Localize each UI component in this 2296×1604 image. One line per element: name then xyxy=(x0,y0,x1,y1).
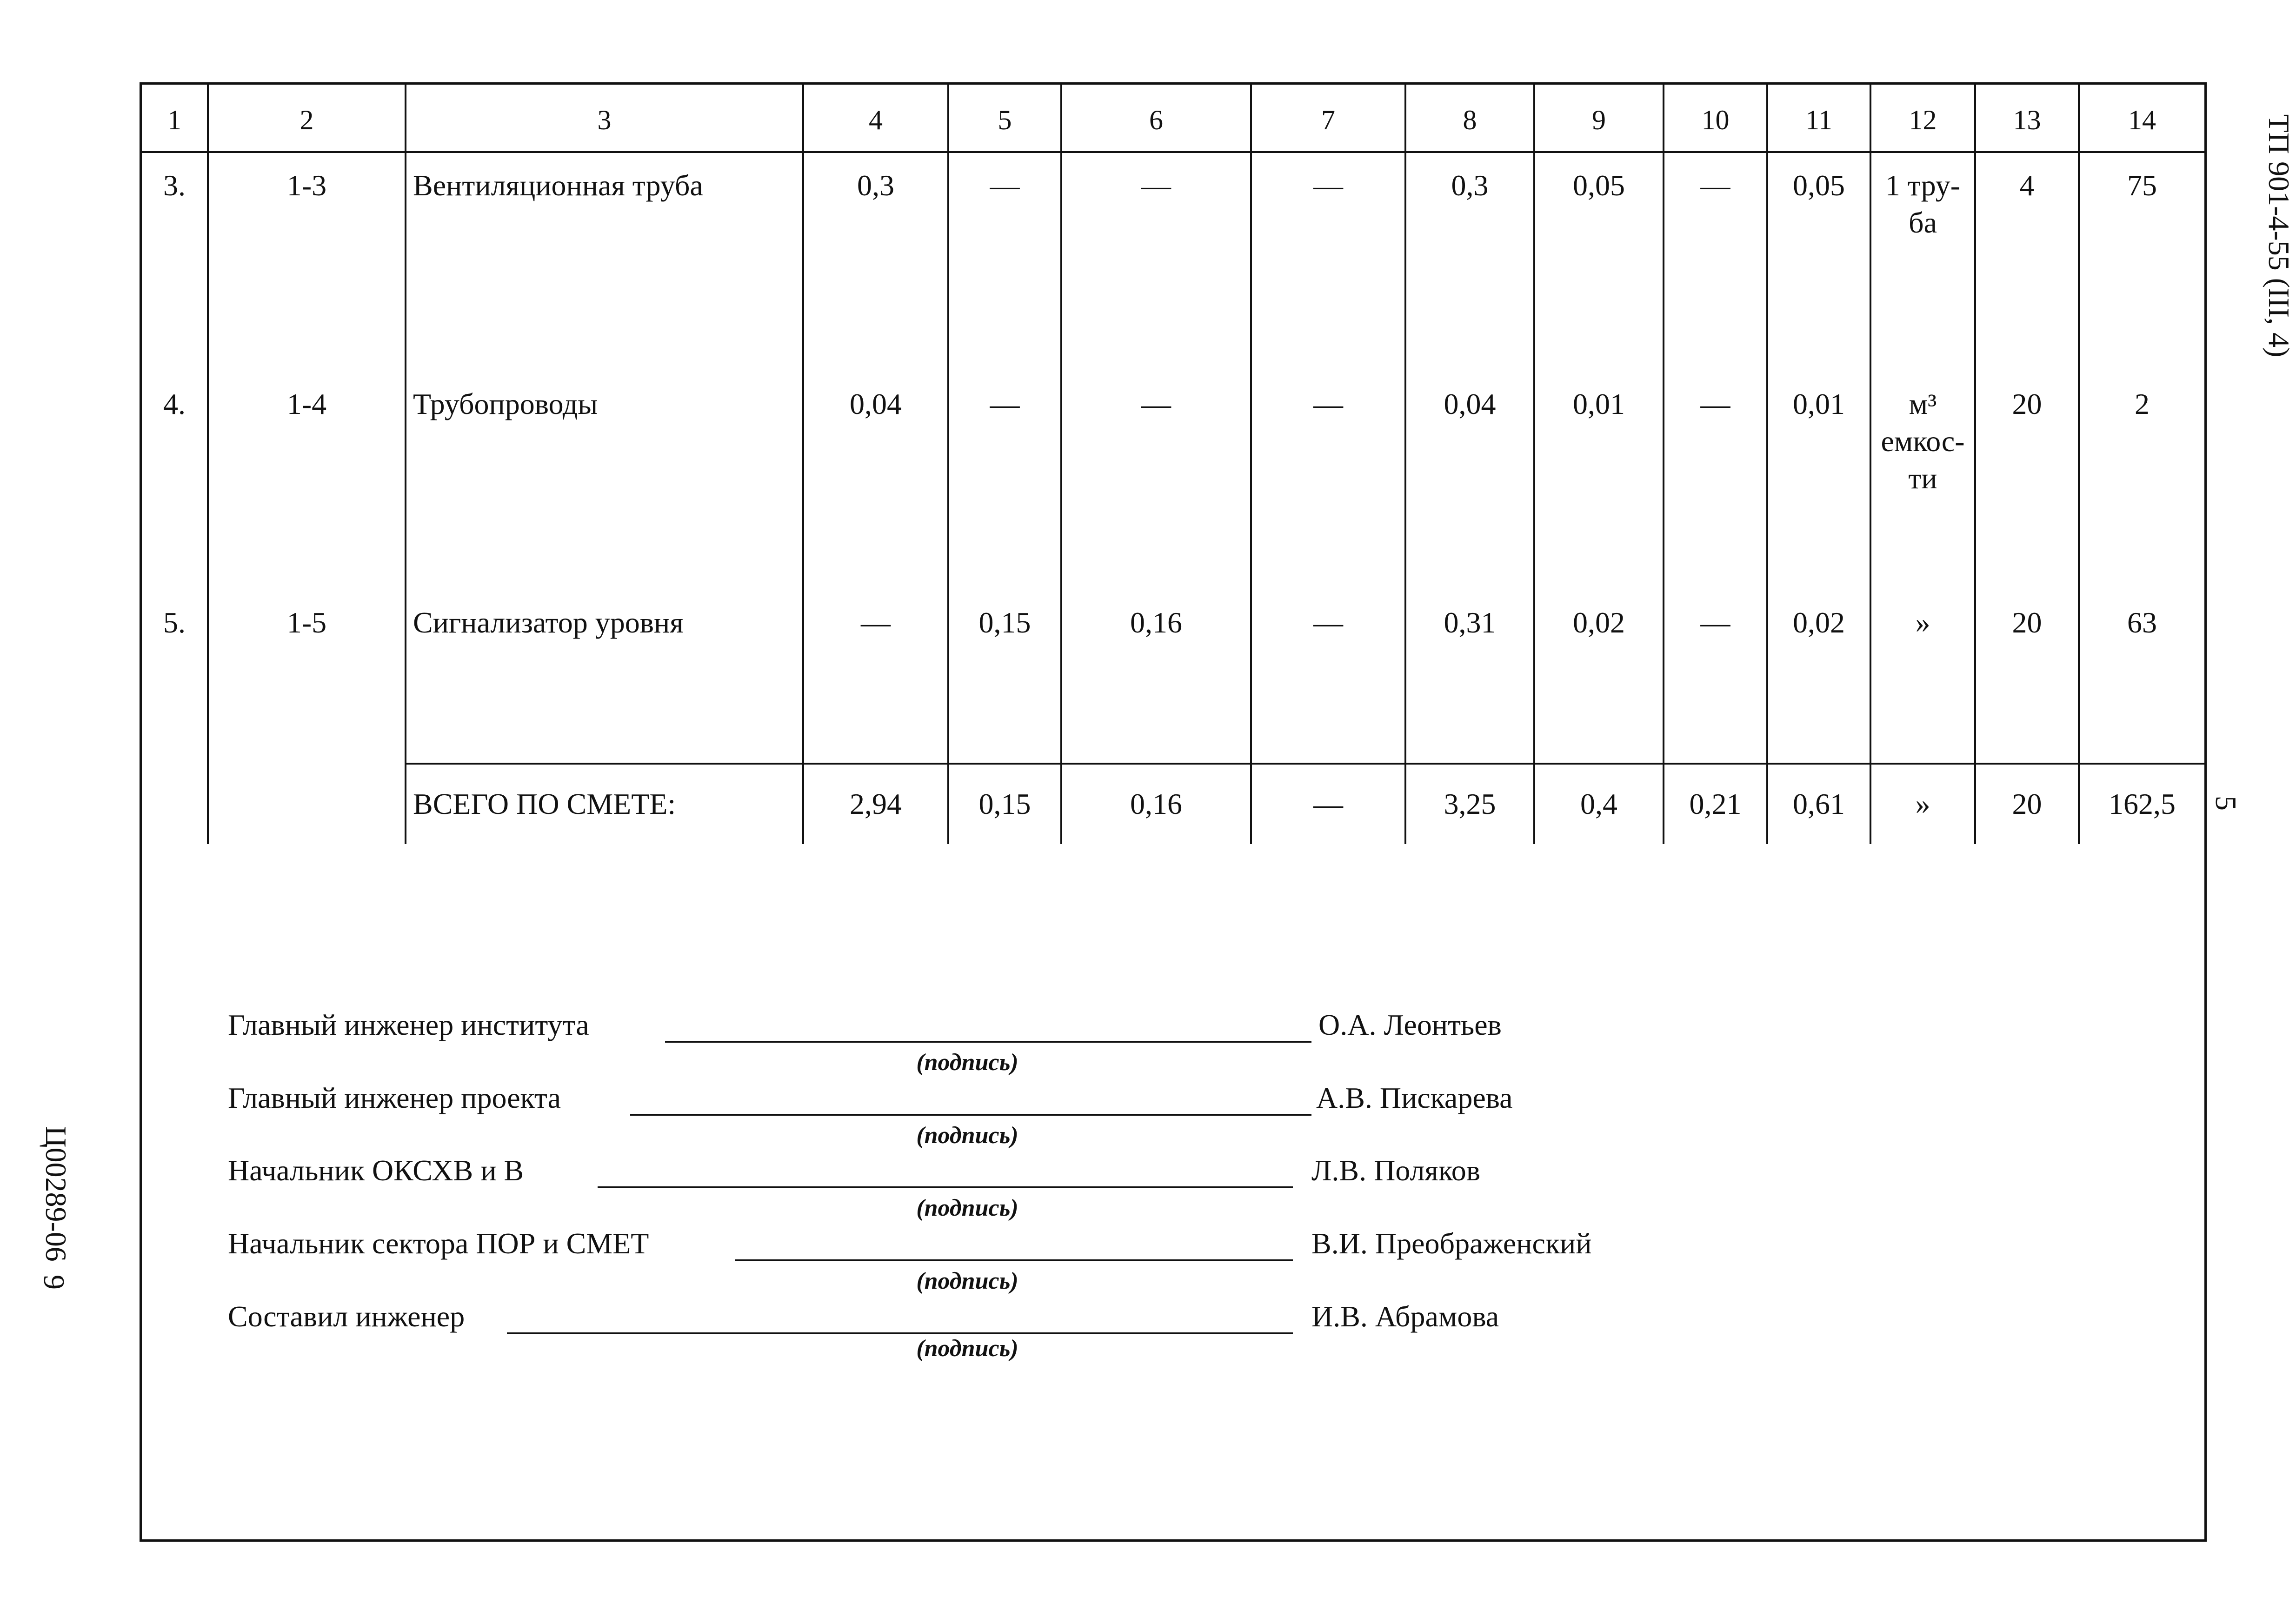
row-name: Вентиляционная труба xyxy=(413,169,703,202)
cell: — xyxy=(861,606,891,639)
unit-cell: ти xyxy=(1908,462,1937,495)
column-header: 12 xyxy=(1909,105,1937,135)
column-header: 7 xyxy=(1321,105,1335,135)
column-header: 8 xyxy=(1463,105,1477,135)
cell: 0,16 xyxy=(1130,606,1182,639)
cell: — xyxy=(1313,606,1343,639)
cell: 0,15 xyxy=(978,606,1031,639)
row-code: 1-3 xyxy=(286,169,327,202)
column-header: 4 xyxy=(869,105,883,135)
signature-line xyxy=(507,1332,1293,1334)
total-cell: 0,21 xyxy=(1689,787,1742,820)
cell: 20 xyxy=(2012,606,2042,639)
cell: 0,3 xyxy=(857,169,894,202)
cell: 0,01 xyxy=(1793,387,1845,420)
cell: — xyxy=(1141,387,1171,420)
signature-hint: (подпись) xyxy=(916,1049,1018,1076)
signature-role: Начальник сектора ПОР и СМЕТ xyxy=(228,1227,649,1260)
cell: 0,02 xyxy=(1573,606,1625,639)
signature-line xyxy=(630,1114,1311,1116)
signature-line xyxy=(735,1259,1293,1261)
signature-role: Начальник ОКСХВ и В xyxy=(228,1154,524,1187)
cell: — xyxy=(1313,387,1343,420)
row-name: Трубопроводы xyxy=(413,387,598,420)
col-line xyxy=(405,82,406,844)
cell: — xyxy=(1313,169,1343,202)
cell: 0,02 xyxy=(1793,606,1845,639)
cell: — xyxy=(1141,169,1171,202)
side-page-number: 5 xyxy=(2209,796,2243,811)
signature-hint: (подпись) xyxy=(916,1195,1018,1221)
signature-hint: (подпись) xyxy=(916,1268,1018,1294)
row-name: Сигнализатор уровня xyxy=(413,606,684,639)
cell: 0,3 xyxy=(1451,169,1489,202)
total-cell: » xyxy=(1915,787,1930,820)
total-cell: 20 xyxy=(2012,787,2042,820)
cell: — xyxy=(1700,387,1730,420)
cell: 75 xyxy=(2127,169,2157,202)
side-page-number-left: 9 xyxy=(38,1275,71,1290)
row-number: 5. xyxy=(163,606,186,639)
signature-name: В.И. Преображенский xyxy=(1311,1227,1592,1260)
cell: 0,05 xyxy=(1793,169,1845,202)
column-header: 11 xyxy=(1805,105,1832,135)
signature-hint: (подпись) xyxy=(916,1335,1018,1362)
cell: 0,31 xyxy=(1444,606,1496,639)
signature-line xyxy=(598,1186,1293,1188)
cell: — xyxy=(1700,606,1730,639)
column-header: 5 xyxy=(998,105,1012,135)
side-archive-code: Ц00289-06 xyxy=(40,1126,73,1262)
row-number: 4. xyxy=(163,387,186,420)
column-header: 10 xyxy=(1701,105,1730,135)
total-cell: 3,25 xyxy=(1444,787,1496,820)
cell: 0,01 xyxy=(1573,387,1625,420)
column-header: 14 xyxy=(2128,105,2156,135)
total-cell: 0,4 xyxy=(1580,787,1617,820)
column-header: 9 xyxy=(1592,105,1606,135)
header-divider xyxy=(140,151,2207,153)
total-cell: — xyxy=(1313,787,1343,820)
total-cell: 162,5 xyxy=(2109,787,2176,820)
side-document-code: ТП 901-4-55 (III, 4) xyxy=(2263,114,2296,358)
unit-cell: м³ xyxy=(1909,387,1937,420)
column-header: 2 xyxy=(299,105,314,135)
signature-role: Составил инженер xyxy=(228,1300,465,1333)
row-number: 3. xyxy=(163,169,186,202)
cell: — xyxy=(990,387,1020,420)
signature-role: Главный инженер проекта xyxy=(228,1081,561,1114)
cell: — xyxy=(990,169,1020,202)
column-header: 1 xyxy=(167,105,181,135)
column-header: 6 xyxy=(1149,105,1163,135)
row-code: 1-5 xyxy=(286,606,327,639)
signature-role: Главный инженер института xyxy=(228,1008,589,1041)
total-label: ВСЕГО ПО СМЕТЕ: xyxy=(413,787,676,820)
total-cell: 0,16 xyxy=(1130,787,1182,820)
signature-name: Л.В. Поляков xyxy=(1311,1154,1480,1187)
column-header: 13 xyxy=(2013,105,2041,135)
cell: 63 xyxy=(2127,606,2157,639)
signature-name: И.В. Абрамова xyxy=(1311,1300,1499,1333)
total-cell: 0,61 xyxy=(1793,787,1845,820)
signature-line xyxy=(665,1041,1311,1043)
unit-cell: ба xyxy=(1909,206,1937,239)
row-code: 1-4 xyxy=(286,387,327,420)
unit-cell: » xyxy=(1915,606,1930,639)
unit-cell: 1 тру- xyxy=(1885,169,1961,202)
total-divider xyxy=(405,763,2207,765)
total-cell: 0,15 xyxy=(978,787,1031,820)
cell: 4 xyxy=(2019,169,2035,202)
signature-hint: (подпись) xyxy=(916,1122,1018,1149)
cell: 0,04 xyxy=(1444,387,1496,420)
cell: 0,04 xyxy=(850,387,902,420)
unit-cell: емкос- xyxy=(1881,425,1965,458)
column-header: 3 xyxy=(597,105,612,135)
signature-name: О.А. Леонтьев xyxy=(1318,1008,1502,1041)
total-cell: 2,94 xyxy=(850,787,902,820)
cell: 2 xyxy=(2135,387,2150,420)
signature-name: А.В. Пискарева xyxy=(1316,1081,1513,1114)
cell: 0,05 xyxy=(1573,169,1625,202)
cell: 20 xyxy=(2012,387,2042,420)
cell: — xyxy=(1700,169,1730,202)
